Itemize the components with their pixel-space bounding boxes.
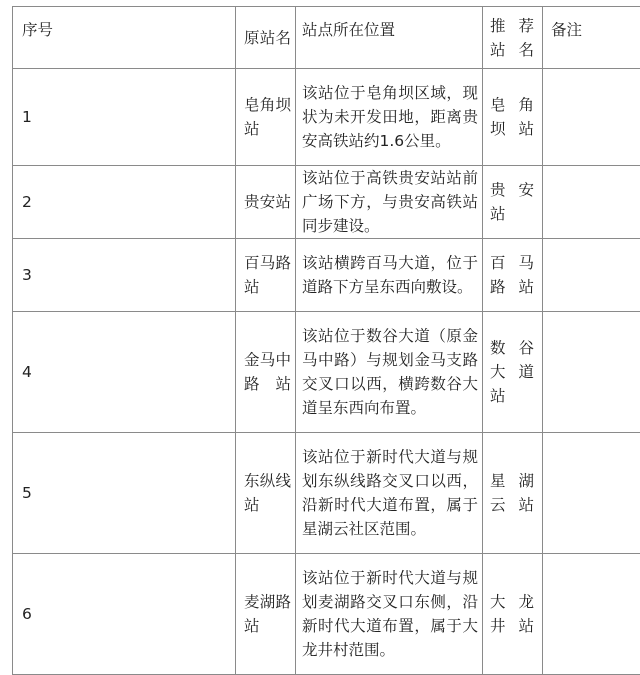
cell-recommended-name-text: 贵安站 bbox=[490, 178, 534, 226]
cell-location: 该站位于新时代大道与规划东纵线路交叉口以西，沿新时代大道布置，属于星湖云社区范围。 bbox=[296, 433, 483, 554]
cell-recommended-name-text: 星湖云站 bbox=[490, 469, 534, 517]
cell-original-name bbox=[236, 312, 296, 433]
cell-original-name-text: 贵安站 bbox=[244, 190, 291, 214]
cell-no: 4 bbox=[13, 312, 236, 433]
cell-recommended-name-text: 皂角坝站 bbox=[490, 93, 534, 141]
cell-note bbox=[543, 166, 640, 239]
cell-recommended-name bbox=[483, 69, 543, 166]
cell-note bbox=[543, 69, 640, 166]
cell-original-name-text: 百马路站 bbox=[244, 251, 291, 299]
cell-original-name-text: 金马中路站 bbox=[244, 348, 291, 396]
cell-original-name-text: 东纵线站 bbox=[244, 469, 291, 517]
table-row bbox=[13, 312, 640, 433]
table-row bbox=[13, 69, 640, 166]
cell-recommended-name-text: 百马路站 bbox=[490, 251, 534, 299]
cell-recommended-name bbox=[483, 312, 543, 433]
cell-recommended-name bbox=[483, 554, 543, 675]
cell-no: 5 bbox=[13, 433, 236, 554]
cell-location: 该站位于高铁贵安站站前广场下方，与贵安高铁站同步建设。 bbox=[296, 166, 483, 239]
cell-no: 1 bbox=[13, 69, 236, 166]
table-row bbox=[13, 166, 640, 239]
header-note: 备注 bbox=[543, 7, 640, 69]
station-table bbox=[12, 6, 640, 675]
header-no: 序号 bbox=[13, 7, 236, 69]
cell-location: 该站位于新时代大道与规划麦湖路交叉口东侧，沿新时代大道布置，属于大龙井村范围。 bbox=[296, 554, 483, 675]
cell-note bbox=[543, 433, 640, 554]
cell-note bbox=[543, 554, 640, 675]
header-original-name-text: 原站名 bbox=[244, 26, 291, 50]
table-row bbox=[13, 433, 640, 554]
cell-note bbox=[543, 312, 640, 433]
table-row bbox=[13, 554, 640, 675]
cell-location: 该站位于皂角坝区域，现状为未开发田地，距离贵安高铁站约1.6公里。 bbox=[296, 69, 483, 166]
cell-original-name bbox=[236, 69, 296, 166]
cell-original-name bbox=[236, 166, 296, 239]
cell-recommended-name bbox=[483, 239, 543, 312]
cell-recommended-name-text: 大龙井站 bbox=[490, 590, 534, 638]
cell-recommended-name bbox=[483, 433, 543, 554]
cell-no: 3 bbox=[13, 239, 236, 312]
cell-location: 该站横跨百马大道，位于道路下方呈东西向敷设。 bbox=[296, 239, 483, 312]
cell-original-name bbox=[236, 239, 296, 312]
cell-no: 2 bbox=[13, 166, 236, 239]
header-recommended-name-text: 推荐站名 bbox=[490, 14, 534, 62]
header-recommended-name bbox=[483, 7, 543, 69]
cell-original-name-text: 皂角坝站 bbox=[244, 93, 291, 141]
cell-location: 该站位于数谷大道（原金马中路）与规划金马支路交叉口以西，横跨数谷大道呈东西向布置。 bbox=[296, 312, 483, 433]
cell-recommended-name bbox=[483, 166, 543, 239]
header-original-name bbox=[236, 7, 296, 69]
cell-no: 6 bbox=[13, 554, 236, 675]
cell-original-name bbox=[236, 433, 296, 554]
cell-original-name bbox=[236, 554, 296, 675]
table-row bbox=[13, 239, 640, 312]
header-location: 站点所在位置 bbox=[296, 7, 483, 69]
cell-recommended-name-text: 数谷大道站 bbox=[490, 336, 534, 408]
cell-original-name-text: 麦湖路站 bbox=[244, 590, 291, 638]
cell-note bbox=[543, 239, 640, 312]
table-header-row bbox=[13, 7, 640, 69]
